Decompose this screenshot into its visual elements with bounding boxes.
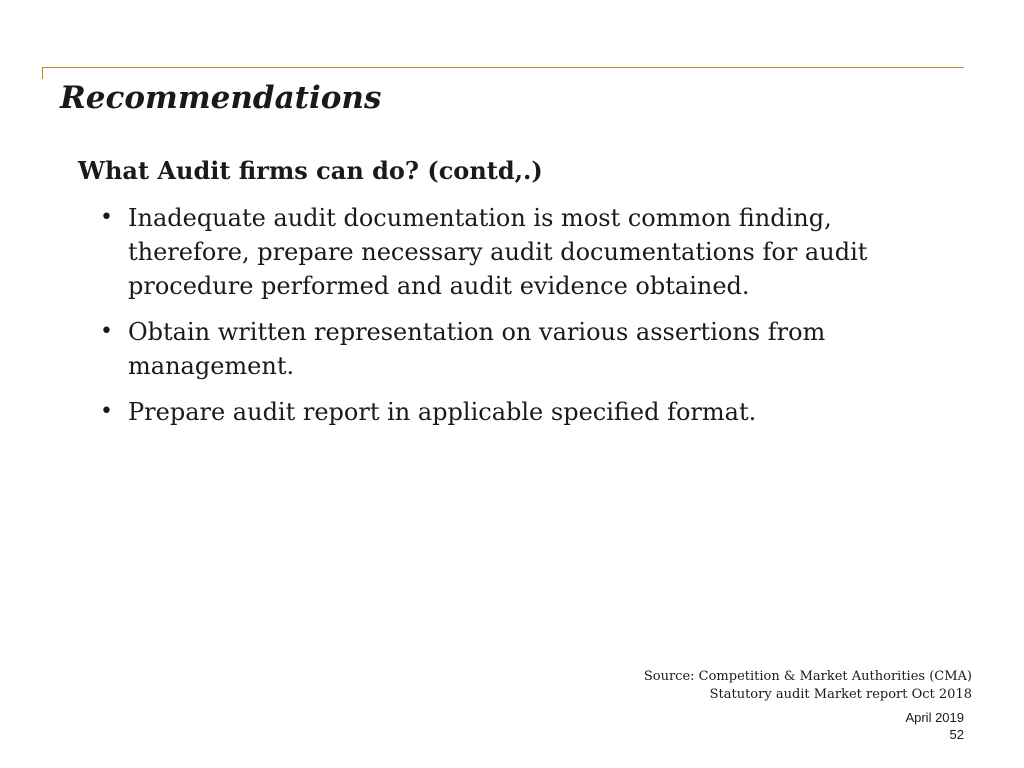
- bullet-text: Inadequate audit documentation is most common finding, therefore, prepare necessary audit documentations for audit procedure performed and audit evidence obtained.: [128, 204, 868, 300]
- bullet-text: Obtain written representation on various assertions from management.: [128, 318, 826, 380]
- source-line-1: Source: Competition & Market Authorities (CMA): [643, 669, 972, 684]
- source-citation: [572, 668, 972, 704]
- page-number: 52: [949, 727, 964, 742]
- bullet-list: [100, 201, 930, 441]
- bullet-marker: •: [100, 319, 113, 344]
- bullet-item-audit-report: [100, 395, 930, 429]
- footer-date: April 2019: [905, 710, 964, 725]
- bullet-marker: •: [100, 205, 113, 230]
- slide-title: Recommendations: [60, 80, 382, 116]
- title-frame-line: [42, 67, 964, 68]
- bullet-item-representation: [100, 315, 930, 383]
- bullet-text: Prepare audit report in applicable specified format.: [128, 398, 757, 426]
- source-line-2: Statutory audit Market report Oct 2018: [709, 687, 972, 702]
- bullet-item-documentation: [100, 201, 930, 303]
- section-subheading: What Audit firms can do? (contd,.): [78, 156, 543, 185]
- title-frame-corner: [42, 67, 43, 79]
- bullet-marker: •: [100, 399, 113, 424]
